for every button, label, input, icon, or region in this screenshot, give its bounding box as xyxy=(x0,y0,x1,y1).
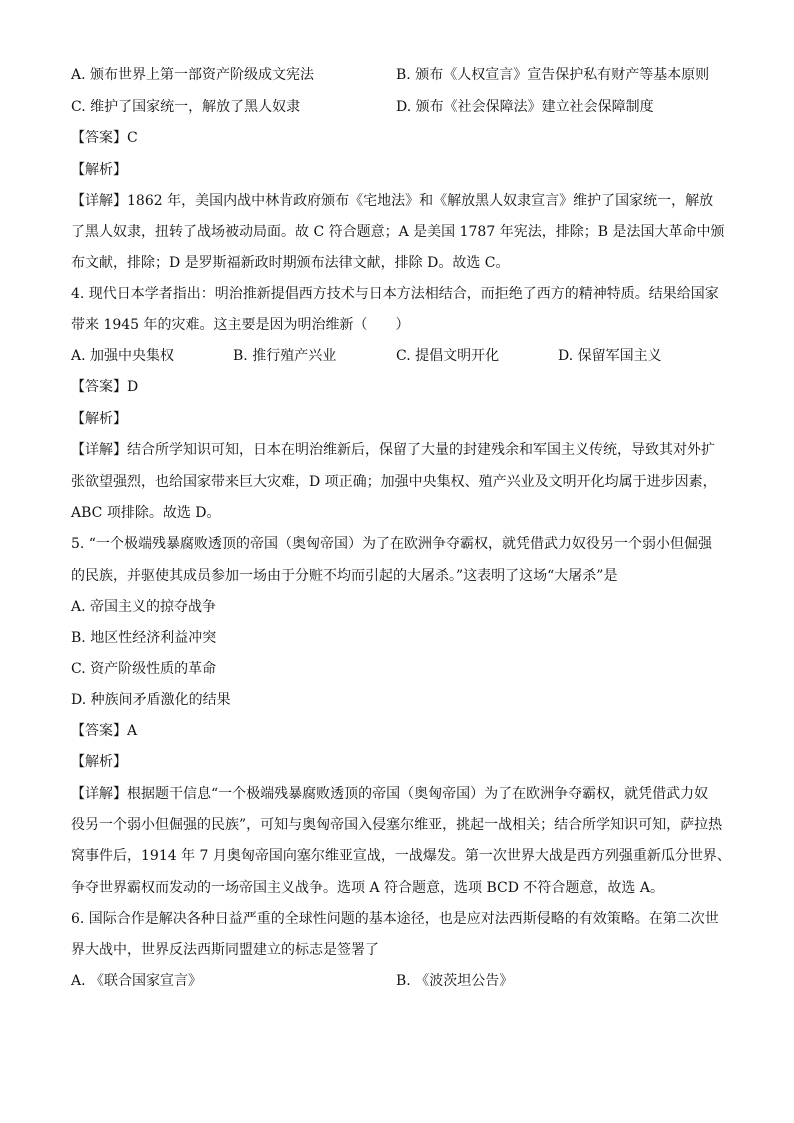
q5-detail-line-4: 争夺世界霸权而发动的一场帝国主义战争。选项 A 符合题意，选项 BCD 不符合题意，故选 A。 xyxy=(71,880,664,896)
q5-option-d[interactable]: D. 种族间矛盾激化的结果 xyxy=(71,692,231,708)
q3-option-b[interactable]: B. 颁布《人权宣言》宣告保护私有财产等基本原则 xyxy=(396,67,710,83)
q3-detail-line-3: 布文献，排除；D 是罗斯福新政时期颁布法律文献，排除 D。故选 C。 xyxy=(71,255,510,271)
q4-option-b[interactable]: B. 推行殖产兴业 xyxy=(233,348,337,364)
q4-analysis-label: 【解析】 xyxy=(71,411,127,427)
q5-analysis-label: 【解析】 xyxy=(71,754,127,770)
q3-answer: 【答案】C xyxy=(71,130,138,146)
q6-stem-line-2: 界大战中，世界反法西斯同盟建立的标志是签署了 xyxy=(71,942,379,958)
q4-detail-line-3: ABC 项排除。故选 D。 xyxy=(71,505,221,521)
q5-detail-line-1: 【详解】根据题干信息“一个极端残暴腐败透顶的帝国（奥匈帝国）为了在欧洲争夺霸权，就凭借武力奴 xyxy=(71,786,709,802)
q6-stem-line-1: 6. 国际合作是解决各种日益严重的全球性问题的基本途径，也是应对法西斯侵略的有效策略。在第二次世 xyxy=(71,911,719,927)
q6-option-b[interactable]: B. 《波茨坦公告》 xyxy=(396,973,514,989)
q5-answer: 【答案】A xyxy=(71,723,138,739)
q5-option-b[interactable]: B. 地区性经济利益冲突 xyxy=(71,630,217,646)
q5-detail-line-3: 窝事件后，1914 年 7 月奥匈帝国向塞尔维亚宣战，一战爆发。第一次世界大战是西方列强重新瓜分世界、 xyxy=(71,848,731,864)
q5-detail-line-2: 役另一个弱小但倔强的民族”，可知与奥匈帝国入侵塞尔维亚，挑起一战相关；结合所学知识可知，萨拉热 xyxy=(71,817,723,833)
q5-stem-line-2: 的民族，并驱使其成员参加一场由于分赃不均而引起的大屠杀。”这表明了这场“大屠杀”是 xyxy=(71,568,618,584)
q3-analysis-label: 【解析】 xyxy=(71,162,127,178)
q3-options-row-2 xyxy=(71,97,723,117)
q4-detail-line-2: 张欲望强烈，也给国家带来巨大灾难，D 项正确；加强中央集权、殖产兴业及文明开化均属于进步因素， xyxy=(71,474,717,490)
q3-detail-line-1: 【详解】1862 年，美国内战中林肯政府颁布《宅地法》和《解放黑人奴隶宣言》维护了国家统一，解放 xyxy=(71,193,714,209)
q4-stem-line-2: 带来 1945 年的灾难。这主要是因为明治维新（ ） xyxy=(71,317,410,333)
q5-option-a[interactable]: A. 帝国主义的掠夺战争 xyxy=(71,599,217,615)
q3-detail-line-2: 了黑人奴隶，扭转了战场被动局面。故 C 符合题意；A 是美国 1787 年宪法，排除；B 是法国大革命中颁 xyxy=(71,224,725,240)
q6-option-a[interactable]: A. 《联合国家宣言》 xyxy=(71,973,203,989)
q4-detail-line-1: 【详解】结合所学知识可知，日本在明治维新后，保留了大量的封建残余和军国主义传统，导致其对外扩 xyxy=(71,442,715,458)
q3-option-a[interactable]: A. 颁布世界上第一部资产阶级成文宪法 xyxy=(71,67,315,83)
q4-answer: 【答案】D xyxy=(71,379,139,395)
q4-stem-line-1: 4. 现代日本学者指出：明治推新提倡西方技术与日本方法相结合，而拒绝了西方的精神特质。结果给国家 xyxy=(71,286,719,302)
q4-option-a[interactable]: A. 加强中央集权 xyxy=(71,348,175,364)
q4-option-d[interactable]: D. 保留军国主义 xyxy=(558,348,662,364)
q6-options-row xyxy=(71,971,723,991)
q3-option-c[interactable]: C. 维护了国家统一，解放了黑人奴隶 xyxy=(71,99,301,115)
q4-option-c[interactable]: C. 提倡文明开化 xyxy=(396,348,500,364)
q5-stem-line-1: 5. “一个极端残暴腐败透顶的帝国（奥匈帝国）为了在欧洲争夺霸权，就凭借武力奴役另一个弱小但倔强 xyxy=(71,536,712,552)
q3-options-row-1 xyxy=(71,65,723,85)
q3-option-d[interactable]: D. 颁布《社会保障法》建立社会保障制度 xyxy=(396,99,654,115)
q5-option-c[interactable]: C. 资产阶级性质的革命 xyxy=(71,661,217,677)
